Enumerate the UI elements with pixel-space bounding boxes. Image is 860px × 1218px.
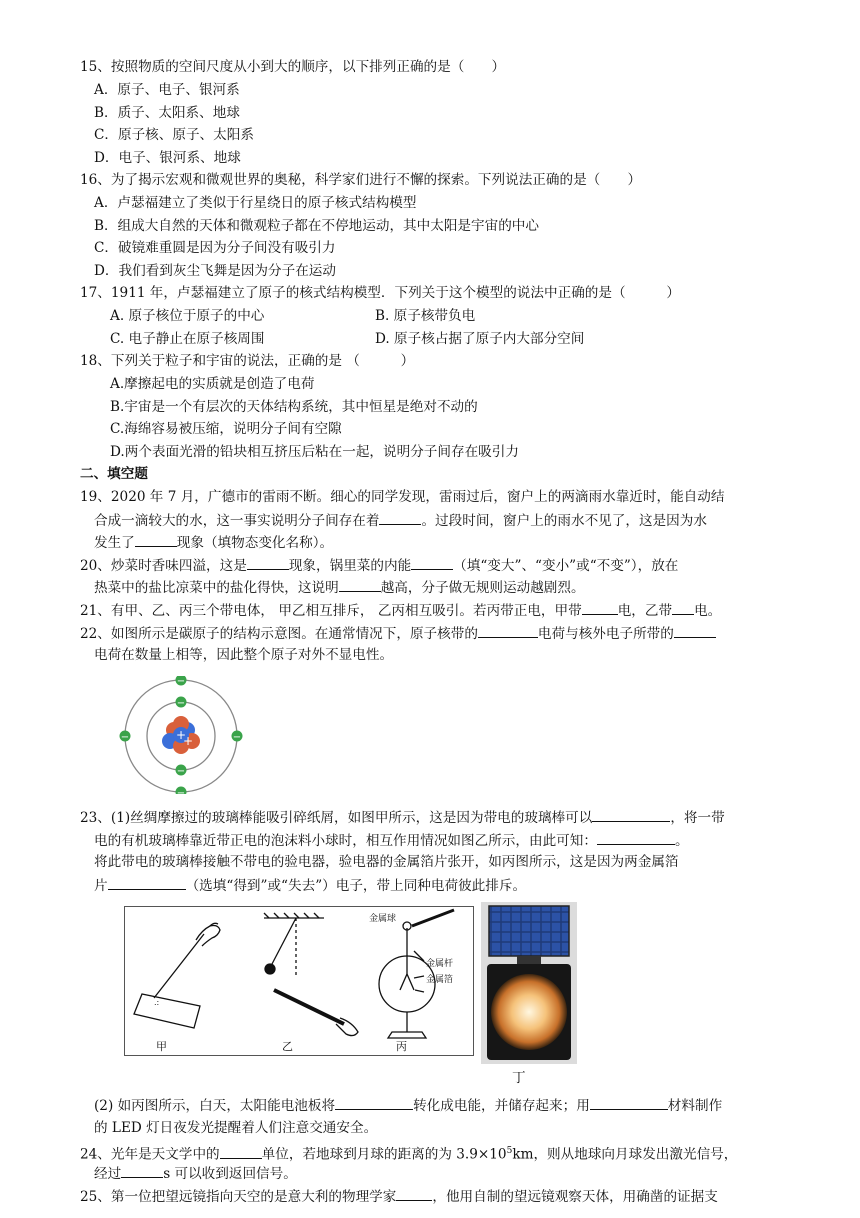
q15-stem: 15、按照物质的空间尺度从小到大的顺序，以下排列正确的是（ ）	[80, 59, 506, 75]
q16-option-d: D．我们看到灰尘飞舞是因为分子在运动	[94, 263, 336, 279]
q23-blank-2[interactable]	[597, 830, 675, 845]
q23-text: 23、(1)丝绸摩擦过的玻璃棒能吸引碎纸屑，如图甲所示，这是因为带电的玻璃棒可以	[80, 810, 593, 826]
q23-part2-line1	[94, 1095, 722, 1116]
solar-panel	[489, 906, 569, 956]
q24-text: s 可以收到返回信号。	[163, 1166, 297, 1182]
q23-text: 片	[94, 878, 108, 894]
electron-sign: −	[176, 788, 186, 794]
q19-text: 现象（填物态变化名称）。	[176, 535, 334, 551]
q19-line3	[94, 532, 333, 553]
q17-option-d: D. 原子核占据了原子内大部分空间	[375, 331, 585, 347]
q19-text: 合成一滴较大的水，这一事实说明分子间存在着	[94, 513, 380, 529]
q17-stem: 17、1911 年，卢瑟福建立了原子的核式结构模型．下列关于这个模型的说法中正确的是（ ）	[80, 285, 680, 301]
q19-blank-1[interactable]	[379, 510, 421, 525]
q24-line1	[80, 1141, 737, 1165]
q23-blank-5[interactable]	[590, 1095, 668, 1110]
q20-blank-3[interactable]	[339, 577, 381, 592]
q20-text: 越高，分子做无规则运动越剧烈。	[380, 580, 585, 596]
q24-text: 单位，若地球到月球的距离的为 3.9×10	[261, 1146, 507, 1163]
figure-label-yi: 乙	[282, 1040, 293, 1053]
q24-exponent: 5	[506, 1146, 513, 1156]
figure-ding-solar-traffic-light	[481, 902, 577, 1064]
q17-option-c: C. 电子静止在原子核周围	[110, 331, 265, 347]
q23-text: 材料制作	[667, 1098, 723, 1114]
q23-text: ，将一带	[670, 810, 725, 826]
q21-text: 21、有甲、乙、丙三个带电体， 甲乙相互排斥， 乙丙相互吸引。若丙带正电，甲带	[80, 603, 582, 619]
q18-option-a: A.摩擦起电的实质就是创造了电荷	[110, 376, 315, 392]
q20-blank-2[interactable]	[411, 555, 453, 570]
q16-stem: 16、为了揭示宏观和微观世界的奥秘，科学家们进行不懈的探索。下列说法正确的是（ ）	[80, 172, 642, 188]
figure-label-jia: 甲	[156, 1040, 167, 1053]
q24-text: 经过	[94, 1166, 122, 1182]
electron-sign: −	[120, 732, 130, 743]
section-title-fill-blank: 二、填空题	[80, 466, 148, 482]
q22-line2: 电荷在数量上相等，因此整个原子对外不显电性。	[94, 647, 394, 663]
label-metal-foil: 金属箔	[426, 975, 454, 985]
atom-nucleus	[162, 716, 200, 754]
q25-text: 25、第一位把望远镜指向天空的是意大利的物理学家	[80, 1189, 397, 1205]
electron-sign: −	[232, 732, 242, 743]
q23-blank-4[interactable]	[335, 1095, 413, 1110]
q24-text: km，则从地球向月球发出激光信号，	[512, 1146, 738, 1163]
q19-line1: 19、2020 年 7 月，广德市的雷雨不断。细心的同学发现，雷雨过后，窗户上的两滴雨水靠近时，能自动结	[80, 489, 725, 505]
q23-line3: 将此带电的玻璃棒接触不带电的验电器，验电器的金属箔片张开，如丙图所示，这是因为两金属箔	[94, 854, 679, 870]
q20-text: 20、炒菜时香味四溢，这是	[80, 558, 247, 574]
q23-line1	[80, 807, 725, 828]
q23-line2	[94, 830, 689, 851]
q16-option-a: A．卢瑟福建立了类似于行星绕日的原子核式结构模型	[94, 195, 417, 211]
q19-text: 发生了	[94, 535, 135, 551]
q24-blank-2[interactable]	[121, 1163, 163, 1178]
q22-text: 电荷与核外电子所带的	[537, 626, 674, 642]
q22-blank-2[interactable]	[674, 623, 716, 638]
q21-text: 电。	[694, 603, 722, 619]
q21-blank-1[interactable]	[582, 600, 618, 615]
q25-text: ，他用自制的望远镜观察天体，用确凿的证据支	[432, 1189, 718, 1205]
q22-text: 22、如图所示是碳原子的结构示意图。在通常情况下，原子核带的	[80, 626, 478, 642]
svg-text:.:: .:	[154, 998, 160, 1007]
q20-blank-1[interactable]	[247, 555, 289, 570]
q15-option-d: D．电子、银河系、地球	[94, 150, 241, 166]
led-light	[491, 974, 567, 1050]
q19-line2	[94, 510, 707, 531]
q16-option-c: C．破镜难重圆是因为分子间没有吸引力	[94, 240, 336, 256]
q21-blank-2[interactable]	[672, 600, 694, 615]
q23-text: (2) 如丙图所示，白天，太阳能电池板将	[94, 1098, 336, 1114]
q15-option-a: A．原子、电子、银河系	[94, 82, 240, 98]
q22-line1	[80, 623, 716, 644]
q23-text: （选填“得到”或“失去”）电子，带上同种电荷彼此排斥。	[185, 878, 527, 894]
carbon-atom-diagram	[112, 676, 252, 794]
electron-sign: −	[176, 698, 186, 709]
q23-blank-1[interactable]	[592, 807, 670, 822]
electron-sign: −	[176, 766, 186, 777]
q18-option-b: B.宇宙是一个有层次的天体结构系统，其中恒星是绝对不动的	[110, 399, 478, 415]
q16-option-b: B．组成大自然的天体和微观粒子都在不停地运动，其中太阳是宇宙的中心	[94, 218, 539, 234]
q24-blank-1[interactable]	[220, 1144, 262, 1159]
q20-text: 现象，锅里菜的内能	[288, 558, 412, 574]
q17-option-b: B. 原子核带负电	[375, 308, 476, 324]
q20-text: （填“变大”、“变小”或“不变”），放在	[453, 558, 679, 574]
q23-text: 转化成电能，并储存起来；用	[413, 1098, 590, 1114]
q19-text: 。过段时间，窗户上的雨水不见了，这是因为水	[421, 513, 707, 529]
q23-text: 电的有机玻璃棒靠近带正电的泡沫料小球时，相互作用情况如图乙所示，由此可知：	[94, 833, 597, 849]
q17-option-a: A. 原子核位于原子的中心	[110, 308, 265, 324]
q20-line1	[80, 555, 678, 576]
q24-text: 24、光年是天文学中的	[80, 1146, 220, 1163]
q25-blank-1[interactable]	[396, 1186, 432, 1201]
label-metal-ball: 金属球	[369, 914, 397, 924]
q23-text: 。	[674, 833, 689, 849]
figure-jia-yi-bing	[124, 906, 474, 1056]
q18-option-d: D.两个表面光滑的铅块相互挤压后粘在一起，说明分子间存在吸引力	[110, 444, 519, 460]
electron-sign: −	[176, 676, 186, 687]
q20-text: 热菜中的盐比凉菜中的盐化得快，这说明	[94, 580, 339, 596]
q15-option-c: C．原子核、原子、太阳系	[94, 127, 254, 143]
q20-line2	[94, 577, 585, 598]
q21-text: 电，乙带	[617, 603, 673, 619]
q21-line	[80, 600, 721, 621]
proton-plus-sign: +	[182, 734, 194, 748]
q24-line2	[94, 1163, 297, 1184]
figure-label-ding: 丁	[512, 1070, 526, 1086]
q22-blank-1[interactable]	[478, 623, 538, 638]
q18-stem: 18、下列关于粒子和宇宙的说法，正确的是 （ ）	[80, 353, 415, 369]
figure-label-bing: 丙	[396, 1040, 407, 1053]
proton-plus-sign: +	[175, 728, 187, 742]
q25-line1	[80, 1186, 718, 1207]
label-metal-rod: 金属杆	[426, 959, 454, 969]
q15-option-b: B．质子、太阳系、地球	[94, 105, 240, 121]
q18-option-c: C.海绵容易被压缩，说明分子间有空隙	[110, 421, 342, 437]
q23-line4	[94, 875, 526, 896]
q23-part2-line2: 的 LED 灯日夜发光提醒着人们注意交通安全。	[94, 1120, 378, 1136]
q19-blank-2[interactable]	[135, 532, 177, 547]
q23-blank-3[interactable]	[108, 875, 186, 890]
